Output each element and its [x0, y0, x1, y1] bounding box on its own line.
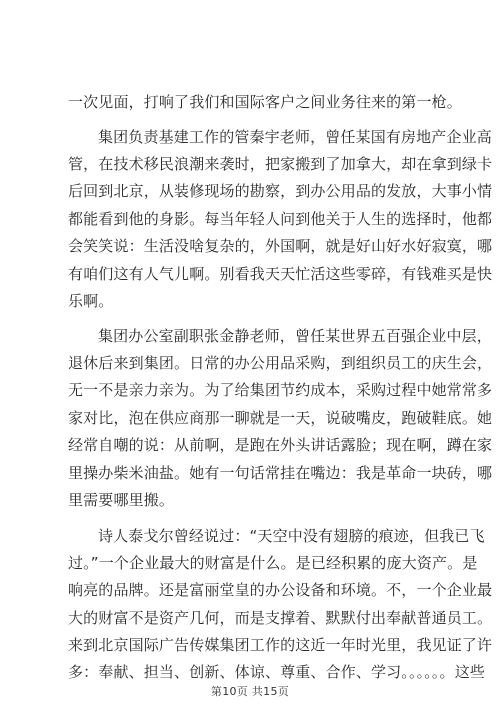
text-line: 多：奉献、担当、创新、体谅、尊重、合作、学习。。。。。。这些 [68, 663, 486, 681]
text-line: 里需要哪里搬。 [68, 491, 175, 509]
text-line: 无一不是亲力亲为。为了给集团节约成本，采购过程中她常常多 [68, 381, 493, 399]
text-line: 经常自嘲的说：从前啊，是跑在外头讲话露脸；现在啊，蹲在家 [68, 436, 493, 454]
page-number-footer: 第10页 共15页 [210, 685, 290, 698]
text-line: 里操办柴米油盐。她有一句话常挂在嘴边：我是革命一块砖，哪 [68, 464, 493, 482]
text-line: 过。”一个企业最大的财富是什么。是已经积累的庞大资产。是 [68, 554, 478, 572]
text-line: 都能看到他的身影。每当年轻人问到他关于人生的选择时，他都 [68, 210, 493, 228]
paragraph-start-line: 诗人泰戈尔曾经说过：“天空中没有翅膀的痕迹，但我已飞 [98, 527, 485, 545]
paragraph-start-line: 集团办公室副职张金静老师，曾任某世界五百强企业中层， [98, 327, 492, 345]
text-line: 来到北京国际广告传媒集团工作的这近一年时光里，我见证了许 [68, 636, 493, 654]
text-line: 退休后来到集团。日常的办公用品采购，到组织员工的庆生会， [68, 354, 493, 372]
paragraph-start-line: 集团负责基建工作的管秦宇老师，曾任某国有房地产企业高 [98, 128, 492, 146]
text-line: 一次见面，打响了我们和国际客户之间业务往来的第一枪。 [68, 93, 462, 111]
text-line: 有咱们这有人气儿啊。别看我天天忙活这些零碎，有钱难买是快 [68, 265, 493, 283]
text-line: 乐啊。 [68, 292, 114, 310]
text-line: 管，在技术移民浪潮来袭时，把家搬到了加拿大，却在拿到绿卡 [68, 155, 493, 173]
text-line: 会笑笑说：生活没啥复杂的，外国啊，就是好山好水好寂寞，哪 [68, 237, 493, 255]
text-line: 家对比，泡在供应商那一聊就是一天，说破嘴皮，跑破鞋底。她 [68, 409, 493, 427]
text-line: 大的财富不是资产几何，而是支撑着、默默付出奉献普通员工。 [68, 609, 493, 627]
text-line: 响亮的品牌。还是富丽堂皇的办公设备和环境。不，一个企业最 [68, 581, 493, 599]
text-line: 后回到北京，从装修现场的勘察，到办公用品的发放，大事小情 [68, 182, 493, 200]
